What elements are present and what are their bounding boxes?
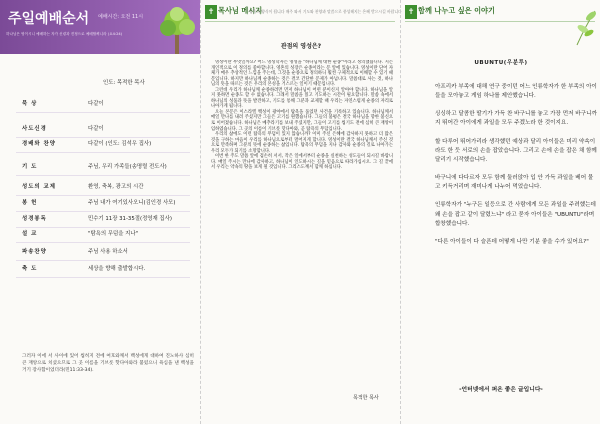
order-row <box>0 229 200 241</box>
order-divider <box>16 227 190 228</box>
order-row <box>0 162 200 174</box>
order-label: 경배와 찬양 <box>22 141 56 147</box>
sermon-paragraph: 영성이란 무엇일까요? 어느 영성학자는 영성을 "하나님께 대한 순종"이라고 정의했습니다. 지는 개인적으로 이 정의를 좋아합니다. 영혼의 성장은 순종이라는 문 앞에 있습니다. 영성이란 단어 자체가 매우 추상적인 느낌을 주는데, 그것을 순종으로 정의하니 훨씬 구체적으로 이해할 수 있기 때문입니다. 하지만 하나님께 순종하는 것은 결코 간단한 문제가 아닙니다. 말씀대로 사는 것, 하나님의 뜻을 따르는 것은 우리의 본성을 거스르는 일이기 때문입니다. <box>211 60 393 88</box>
order-label: 봉 헌 <box>22 200 38 206</box>
order-divider <box>16 242 190 243</box>
order-value: 다같이 (인도: 김석우 집사) <box>88 141 152 147</box>
order-value: 주님 사용 하소서 <box>88 249 128 255</box>
story-header-title: 함께 나누고 싶은 이야기 <box>418 6 495 15</box>
story-paragraph: 바구니에 다다르자 모두 함께 둘러앉아 입 안 가득 과일을 베어 물고 키득거리며 재미나게 나누어 먹었습니다. <box>435 175 594 191</box>
story-header <box>405 5 595 21</box>
order-value: "탐욕의 무덤을 지나" <box>88 231 139 237</box>
scripture-footnote: 그러자 이에 서 사이에 있어 씹히지 전에 여호와께서 백성에게 대하여 진노하사 심히 큰 재앙으로 치셨으므로 그 곳 이름을 기브롯 핫다아와라 불렀으니 욕심을 낸 백성을 거기 장사함이었더라(민11:33-34). <box>22 354 194 374</box>
pastor-message-panel <box>200 0 400 424</box>
order-value: 다같이 <box>88 126 104 132</box>
header-divider <box>405 21 595 22</box>
order-row <box>0 264 200 276</box>
order-value: 다같이 <box>88 101 104 107</box>
tree-icon <box>156 2 198 56</box>
order-value: 주님 내가 여기있사오니(김인경 사모) <box>88 200 176 206</box>
leaves-icon <box>571 7 599 47</box>
order-row <box>0 214 200 226</box>
story-body <box>435 83 597 256</box>
order-label: 성도의 교제 <box>22 184 56 190</box>
order-label: 설 교 <box>22 231 38 237</box>
order-label: 묵 상 <box>22 101 38 107</box>
sermon-paragraph: 우리의 삶에도 이런 탐욕의 무덤이 있지 않습니까? 이미 주신 은혜에 감사하지 못하고 더 많은 것을 구하는 마음이 우리를 하나님으로부터 멀어지게 합니다. 영성이란 결국 하나님께서 주신 것으로 만족하며 그분의 뜻에 순종하는 삶입니다. 탐욕의 무덤을 지나 감사와 순종의 길로 나아가는 우리 모두가 되기를 소망합니다. <box>211 132 393 154</box>
worship-order-panel <box>0 0 200 424</box>
bulletin-title: 주일예배순서 <box>8 11 90 27</box>
sermon-author: 목적한 목사 <box>353 395 379 401</box>
story-closing: -언터넷에서 퍼온 좋은 글입니다- <box>459 387 543 393</box>
story-paragraph: 할 다루어 뛰어가리라 생각했던 예상과 달리 아이들은 미리 약속이라도 한 듯 서로의 손을 잡았습니다. 그리고 손에 손을 잡은 채 함께 달리기 시작했습니다. <box>435 138 597 163</box>
story-panel <box>400 0 600 424</box>
order-row <box>0 182 200 194</box>
order-divider <box>16 175 190 176</box>
pastor-message-header <box>205 5 402 21</box>
sermon-title: 관점의 영성은? <box>280 43 322 50</box>
order-label: 파송찬양 <box>22 249 47 255</box>
sermon-body <box>211 60 393 360</box>
order-row <box>0 198 200 210</box>
order-label: 축 도 <box>22 266 38 272</box>
pastor-message-title: 목사님 메시지 <box>218 6 263 15</box>
order-value: 환영, 축복, 광고의 시간 <box>88 184 144 190</box>
order-row <box>0 247 200 259</box>
order-value: 민수기 11장 31-35절(정영재 집사) <box>88 216 172 222</box>
story-paragraph: 싱싱하고 달콤한 딸기가 가득 찬 바구니를 놓고 가장 먼저 바구니까지 뛰어간 아이에게 과일을 모두 주겠노라 한 것이지요. <box>435 111 597 127</box>
cross-icon: ✝ <box>405 5 417 19</box>
order-divider <box>16 112 190 113</box>
sermon-paragraph: 그런데 우리가 하나님께 순종하려면 먼저 하나님이 어떤 분이신지 알아야 합니다. 하나님을 알지 못하면 순종도 할 수 없습니다. 그래서 말씀을 읽고 기도하는 시간이 필요합니다. 말씀 속에서 하나님의 성품과 뜻을 발견하고, 기도를 통해 그분과 교제할 때 우리는 자연스럽게 순종의 자리로 나아가게 됩니다. <box>211 87 393 110</box>
order-label: 성경봉독 <box>22 216 47 222</box>
order-divider <box>16 137 190 138</box>
sermon-paragraph: 오늘 본문은 이스라엘 백성이 광야에서 탐욕을 품었던 사건을 기록하고 있습니다. 하나님께서 매일 만나를 내려 주셨지만 그들은 고기를 원했습니다. 그들의 불평은 결국 하나님을 향한 불신으로 이어졌습니다. 하나님은 메추라기를 보내 주셨지만, 그들이 고기를 씹기도 전에 심히 큰 재앙이 임하였습니다. 그 곳의 이름이 기브롯 핫다아와, 곧 탐욕의 무덤입니다. <box>211 109 393 132</box>
story-paragraph: 인류학자가 "누구든 일등으로 간 사람에게 모든 과일을 주려했는데 왜 손을 잡고 같이 달렸느냐" 라고 묻자 아이들은 "UBUNTU"라며 합창했습니다. <box>435 202 596 227</box>
story-title: UBUNTU(우분투) <box>474 60 528 66</box>
pastor-message-subtitle: 영혼의 양식이 됩니다 매주 와서 기도와 찬양과 말씀으로 풍성해지는 은혜 받으시길 바랍니다 <box>249 9 402 14</box>
worship-time: 예배시간: 오전 11시 <box>98 14 144 20</box>
order-divider <box>16 211 190 212</box>
order-divider <box>16 277 190 278</box>
header-divider <box>205 21 395 22</box>
order-row <box>0 139 200 151</box>
story-paragraph: 아프리카 부족에 대해 연구 중이던 어느 인류학자가 한 부족의 아이들을 모아놓고 게임 하나를 제안했습니다. <box>435 84 597 100</box>
preacher-label: 인도: 목적한 목사 <box>103 80 145 86</box>
sermon-paragraph: 이번 한 주도 말씀 앞에 겸손히 서서, 작은 일에서부터 순종을 실천하는 성도들이 되시길 바랍니다. 매일 주시는 만나에 감사하고, 하나님이 인도하시는 길을 믿음으로 따라가십시오. 그 길 끝에서 우리는 약속의 땅을 보게 될 것입니다. 그리스도께서 함께 하십니다. <box>211 154 393 171</box>
order-row <box>0 124 200 136</box>
title-subtitle: 하나님은 영이시니 예배하는 자가 신령과 진정으로 예배할찌니라 (요4:24) <box>6 32 123 36</box>
cross-icon: ✝ <box>205 5 217 19</box>
order-value: 주님, 우리 가족들(송명렬 전도사) <box>88 164 167 170</box>
order-label: 기 도 <box>22 164 38 170</box>
order-divider <box>16 195 190 196</box>
order-row <box>0 99 200 111</box>
order-value: 세상을 향해 출발합시다. <box>88 266 146 272</box>
order-label: 사도신경 <box>22 126 47 132</box>
order-divider <box>16 152 190 153</box>
story-paragraph: "다른 아이들이 다 슬픈데 어떻게 나만 기분 좋을 수가 있어요?" <box>435 238 589 245</box>
order-divider <box>16 260 190 261</box>
